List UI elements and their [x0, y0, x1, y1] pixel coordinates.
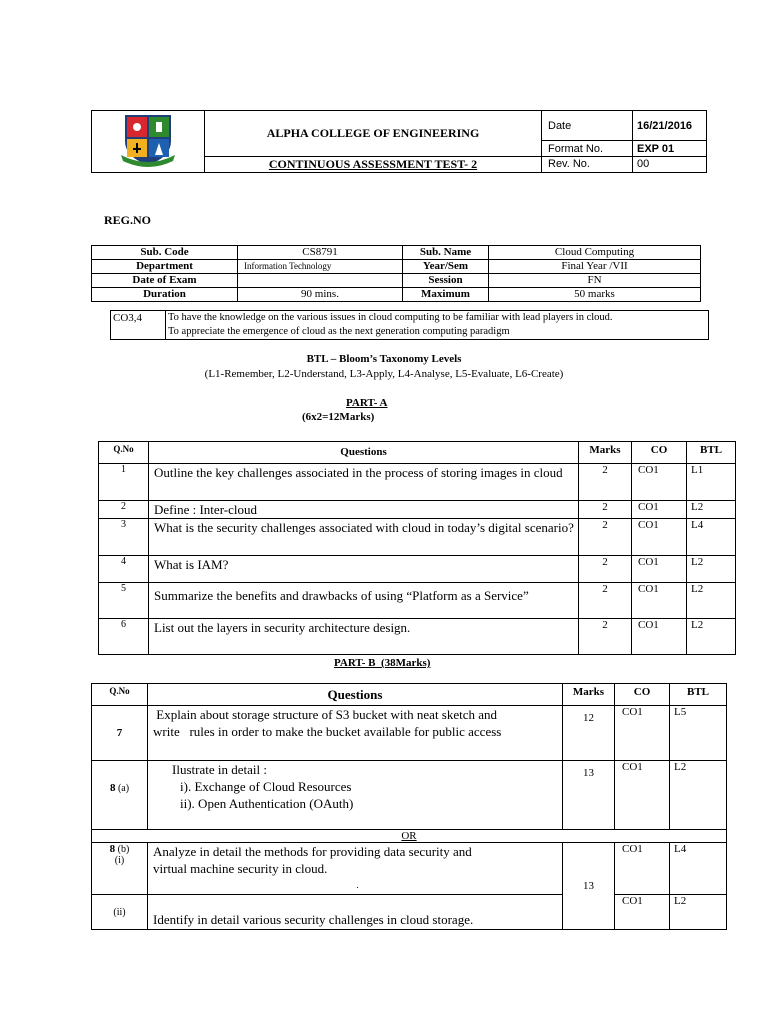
btl: L2	[687, 556, 736, 583]
rev-label: Rev. No.	[542, 156, 633, 172]
session: FN	[489, 274, 701, 288]
q8a-number: 8	[109, 782, 116, 794]
course-outcome-table	[110, 310, 709, 340]
part-b-table	[91, 683, 727, 930]
qno: 4	[99, 556, 149, 583]
qno: 3	[99, 519, 149, 556]
marks: 2	[579, 583, 632, 619]
exam-info-table	[91, 245, 701, 302]
qno: 1	[99, 464, 149, 501]
btl-title: BTL – Bloom’s Taxonomy Levels	[306, 353, 462, 365]
marks: 2	[579, 556, 632, 583]
marks: 2	[579, 519, 632, 556]
marks: 2	[579, 464, 632, 501]
qno: 2	[99, 501, 149, 519]
question-text: Summarize the benefits and drawbacks of using “Platform as a Service”	[149, 583, 579, 619]
btl: L2	[687, 619, 736, 655]
regno-label: REG.NO	[104, 213, 152, 227]
co: CO1	[632, 519, 687, 556]
btl: L1	[687, 464, 736, 501]
co: CO1	[632, 556, 687, 583]
btl: L4	[687, 519, 736, 556]
q8a-line-1: Ilustrate in detail :	[172, 762, 267, 777]
qno: 6	[99, 619, 149, 655]
q8a-line-2: i). Exchange of Cloud Resources	[180, 779, 352, 794]
sub-name: Cloud Computing	[489, 246, 701, 260]
q8b-dot: .	[356, 880, 359, 890]
rev-value: 00	[633, 156, 707, 172]
qno: 5	[99, 583, 149, 619]
co: CO1	[632, 501, 687, 519]
question-text	[148, 761, 563, 830]
question-text	[148, 706, 563, 761]
btl-levels: (L1-Remember, L2-Understand, L3-Apply, L4-Analyse, L5-Evaluate, L6-Create)	[204, 368, 564, 380]
q7-line-1: Explain about storage structure of S3 bucket with neat sketch and	[153, 707, 498, 722]
date-label: Date	[542, 111, 633, 141]
btl: L2	[670, 761, 727, 830]
question-text: Outline the key challenges associated in the process of storing images in cloud	[149, 464, 579, 501]
college-name: ALPHA COLLEGE OF ENGINEERING	[205, 111, 542, 157]
head-btl: BTL	[670, 684, 727, 706]
marks: 12	[563, 706, 615, 761]
q7-line-2: write rules in order to make the bucket available for public access	[153, 724, 502, 739]
co-line-1: To have the knowledge on the various issues in cloud computing to be familiar with lead players in cloud.	[168, 312, 613, 323]
marks: 13	[563, 843, 615, 930]
co-text	[166, 311, 709, 340]
q8b-line-2: virtual machine security in cloud.	[153, 861, 328, 876]
qno	[92, 761, 148, 830]
max-label: Maximum	[403, 288, 489, 302]
head-co: CO	[615, 684, 670, 706]
question-text	[148, 843, 563, 895]
table-row	[92, 706, 727, 761]
date-exam	[238, 274, 403, 288]
sub-code-label: Sub. Code	[92, 246, 238, 260]
co: CO1	[632, 464, 687, 501]
test-title: CONTINUOUS ASSESSMENT TEST- 2	[205, 156, 542, 172]
part-a-table	[98, 441, 736, 655]
logo-cell	[92, 111, 205, 173]
part-a-marks: (6x2=12Marks)	[302, 411, 375, 423]
co: CO1	[632, 583, 687, 619]
format-label: Format No.	[542, 141, 633, 156]
table-row	[99, 556, 736, 583]
co: CO1	[632, 619, 687, 655]
or-divider: OR	[92, 830, 727, 843]
sub-code: CS8791	[238, 246, 403, 260]
table-row	[92, 843, 727, 895]
table-row	[92, 895, 727, 930]
head-marks: Marks	[579, 442, 632, 464]
qno: (ii)	[92, 895, 148, 930]
max: 50 marks	[489, 288, 701, 302]
part-b-title: PART- B (38Marks)	[334, 657, 431, 669]
date-value: 16/21/2016	[633, 111, 707, 141]
dept-label: Department	[92, 260, 238, 274]
head-questions: Questions	[149, 442, 579, 464]
q8b-sub: (b)	[117, 844, 130, 855]
format-value: EXP 01	[633, 141, 707, 156]
college-crest-icon	[119, 111, 177, 167]
duration: 90 mins.	[238, 288, 403, 302]
btl: L2	[687, 501, 736, 519]
head-questions: Questions	[148, 684, 563, 706]
table-row	[99, 501, 736, 519]
co: CO1	[615, 895, 670, 930]
head-co: CO	[632, 442, 687, 464]
q8a-sub: (a)	[117, 783, 130, 794]
btl: L2	[687, 583, 736, 619]
co: CO1	[615, 761, 670, 830]
marks: 2	[579, 619, 632, 655]
duration-label: Duration	[92, 288, 238, 302]
btl: L2	[670, 895, 727, 930]
head-qno: Q.No	[92, 684, 148, 706]
marks: 13	[563, 761, 615, 830]
question-text: List out the layers in security architecture design.	[149, 619, 579, 655]
part-a-title: PART- A	[346, 397, 388, 409]
year: Final Year /VII	[489, 260, 701, 274]
q8a-line-3: ii). Open Authentication (OAuth)	[180, 796, 354, 811]
btl: L4	[670, 843, 727, 895]
table-row	[99, 519, 736, 556]
head-qno: Q.No	[99, 442, 149, 464]
co: CO1	[615, 843, 670, 895]
question-text: Define : Inter-cloud	[149, 501, 579, 519]
table-row	[99, 583, 736, 619]
btl: L5	[670, 706, 727, 761]
dept: Information Technology	[238, 260, 403, 274]
q8b-number: 8	[109, 843, 116, 855]
session-label: Session	[403, 274, 489, 288]
question-text: What is the security challenges associated with cloud in today’s digital scenario?	[149, 519, 579, 556]
year-label: Year/Sem	[403, 260, 489, 274]
question-text: Identify in detail various security challenges in cloud storage.	[148, 895, 563, 930]
qno: 7	[92, 706, 148, 761]
table-row	[99, 464, 736, 501]
header-table	[91, 110, 707, 173]
co: CO1	[615, 706, 670, 761]
marks: 2	[579, 501, 632, 519]
q8b-part: (i)	[114, 855, 125, 866]
co-line-2: To appreciate the emergence of cloud as the next generation computing paradigm	[168, 326, 510, 337]
qno	[92, 843, 148, 895]
head-btl: BTL	[687, 442, 736, 464]
table-row	[99, 619, 736, 655]
question-text: What is IAM?	[149, 556, 579, 583]
date-exam-label: Date of Exam	[92, 274, 238, 288]
q8b-line-1: Analyze in detail the methods for providing data security and	[153, 844, 472, 859]
table-row	[92, 761, 727, 830]
sub-name-label: Sub. Name	[403, 246, 489, 260]
head-marks: Marks	[563, 684, 615, 706]
co-code: CO3,4	[111, 311, 166, 340]
